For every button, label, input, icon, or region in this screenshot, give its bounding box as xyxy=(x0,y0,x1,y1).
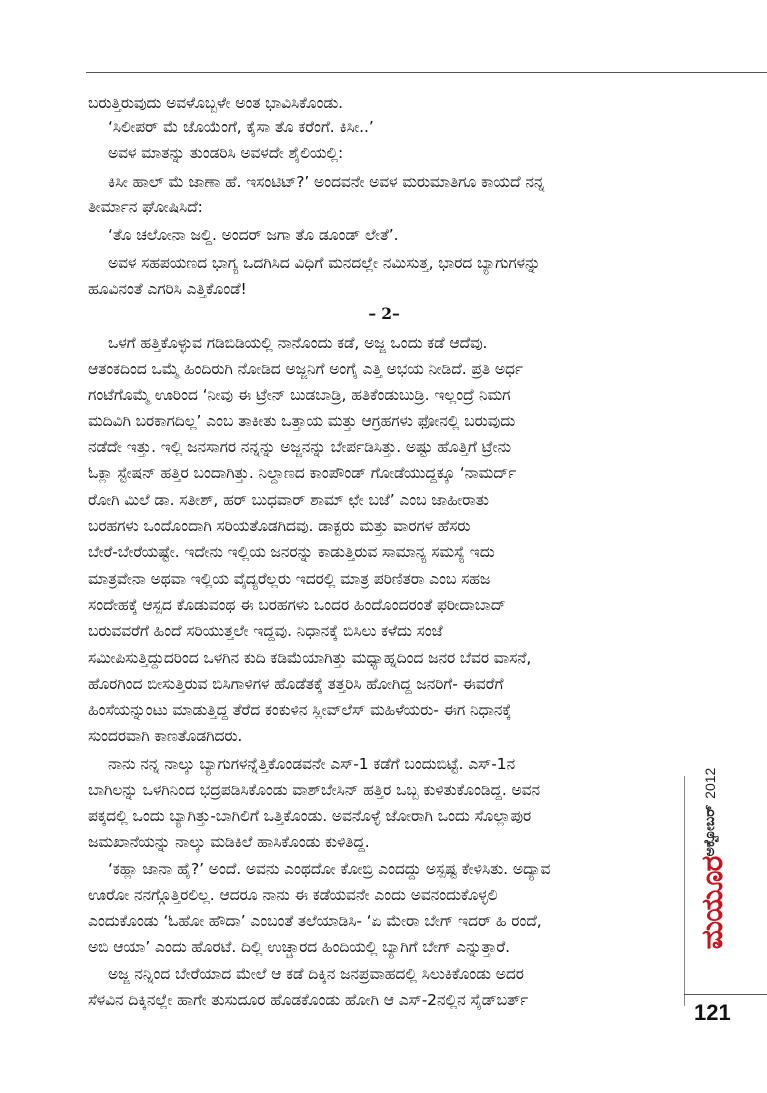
text-line: ಬೇರೆ-ಬೇರೆಯಷ್ಟೇ. ಇದೇನು ಇಲ್ಲಿಯ ಜನರನ್ನು ಕಾಡುತ್ತಿರುವ ಸಾಮಾನ್ಯ ಸಮಸ್ಯೆ ಇದು xyxy=(88,543,495,561)
text-line: ಅಬಿ ಆಯಾ’ ಎಂದು ಹೊರಟೆ. ದಿಲ್ಲಿ ಉಚ್ಚಾರದ ಹಿಂದಿಯಲ್ಲಿ ಬ್ಯಾಗಿಗೆ ಬೇಗ್ ಎನ್ನುತ್ತಾರೆ. xyxy=(88,938,510,956)
text-line: ರೋಗಿ ಮಿಲೆ ಡಾ. ಸತೀಶ್, ಹರ್ ಬುಧವಾರ್ ಶಾಮ್ ಛೇ ಬಜೆ’ ಎಂಬ ಜಾಹೀರಾತು xyxy=(88,491,489,509)
text-line: ಸುಂದರವಾಗಿ ಕಾಣತೊಡಗಿದರು. xyxy=(88,727,243,745)
text-line: ಗಂಟೆಗೊಮ್ಮೆ ಊರಿಂದ ‘ನೀವು ಈ ಟ್ರೇನ್ ಬುಡಬಾಡ್ರಿ, ಹತಿಕೆಂಡುಬುಡ್ರಿ. ಇಲ್ಲಂದ್ರೆ ನಿಮಗ xyxy=(88,386,511,404)
text-line: ಮಾತ್ರವೇನಾ ಅಥವಾ ಇಲ್ಲಿಯ ವೈದ್ಯರೆಲ್ಲರು ಇದರಲ್ಲಿ ಮಾತ್ರ ಪರಿಣಿತರಾ ಎಂಬ ಸಹಜ xyxy=(88,570,491,588)
text-line: ಅವಳ ಸಹಪಯಣದ ಭಾಗ್ಯ ಒದಗಿಸಿದ ವಿಧಿಗೆ ಮನದಲ್ಲೇ ನಮಿಸುತ್ತ, ಭಾರದ ಬ್ಯಾಗುಗಳನ್ನು xyxy=(108,254,541,272)
text-line: ಬಾಗಿಲನ್ನು ಒಳಗಿನಿಂದ ಭದ್ರಪಡಿಸಿಕೊಂಡು ವಾಶ್‌ಬೇಸಿನ್ ಹತ್ತಿರ ಒಬ್ಬ ಕುಳಿತುಕೊಂಡಿದ್ದ. ಅವನ xyxy=(88,781,540,799)
text-line: ನಡೆದೇ ಇತ್ತು. ಇಲ್ಲಿ ಜನಸಾಗರ ನನ್ನನ್ನು ಅಜ್ಜನನ್ನು ಬೇರ್ಪಡಿಸಿತ್ತು. ಅಷ್ಟು ಹೊತ್ತಿಗೆ ಟ್ರೇನು xyxy=(88,438,511,456)
text-line: ಊರೋ ನನಗ್ಗೊತ್ತಿರಲಿಲ್ಲ. ಆದರೂ ನಾನು ಈ ಕಡೆಯವನೇ ಎಂದು ಅವನಂದುಕೊಳ್ಳಲಿ xyxy=(88,886,498,904)
masthead-logo xyxy=(682,857,742,949)
text-line: ಆತಂಕದಿಂದ ಒಮ್ಮೆ ಹಿಂದಿರುಗಿ ನೋಡಿದ ಅಜ್ಜನಿಗೆ ಅಂಗೈ ಎತ್ತಿ ಅಭಯ ನೀಡಿದೆ. ಪ್ರತಿ ಅರ್ಧ xyxy=(88,360,523,378)
text-line: ಮದಿವಿಗಿ ಬರಕಾಗದಿಲ್ಲ’ ಎಂಬ ತಾಕೀತು ಒತ್ತಾಯ ಮತ್ತು ಆಗ್ರಹಗಳು ಫೋನಲ್ಲಿ ಬರುವುದು xyxy=(88,412,516,430)
text-line: ಓಕ್ಲಾ ಸ್ಟೇಷನ್ ಹತ್ತಿರ ಬಂದಾಗಿತ್ತು. ನಿಲ್ದಾಣದ ಕಾಂಪೌಂಡ್ ಗೋಡೆಯುದ್ದಕ್ಕೂ ‘ನಾಮರ್ದ್ xyxy=(88,464,517,482)
text-line: ಹಿಂಸೆಯನ್ನುಂಟು ಮಾಡುತ್ತಿದ್ದ ತೆರೆದ ಕಂಕುಳಿನ ಸ್ಲೀವ್‌ಲೆಸ್ ಮಹಿಳೆಯರು- ಈಗ ನಿಧಾನಕ್ಕೆ xyxy=(88,701,512,719)
text-line: ಒಳಗೆ ಹತ್ತಿಕೊಳ್ಳುವ ಗಡಿಬಿಡಿಯಲ್ಲಿ ನಾನೊಂದು ಕಡೆ, ಅಜ್ಜ ಒಂದು ಕಡೆ ಆದೆವು. xyxy=(108,334,488,352)
text-line: ಬರುವವರೆಗೆ ಹಿಂದೆ ಸರಿಯುತ್ತಲೇ ಇದ್ದವು. ನಿಧಾನಕ್ಕೆ ಬಿಸಿಲು ಕಳೆದು ಸಂಜೆ xyxy=(88,622,443,640)
text-line: ಸಮೀಪಿಸುತ್ತಿದ್ದುದರಿಂದ ಒಳಗಿನ ಕುದಿ ಕಡಿಮೆಯಾಗಿತ್ತು ಮಧ್ಯಾಹ್ನದಿಂದ ಜನರ ಬೆವರ ವಾಸನೆ, xyxy=(88,649,532,667)
text-line: ಅಜ್ಜ ನನ್ನಿಂದ ಬೇರೆಯಾದ ಮೇಲೆ ಆ ಕಡೆ ದಿಕ್ಕಿನ ಜನಪ್ರವಾಹದಲ್ಲಿ ಸಿಲುಕಿಕೊಂಡು ಅದರ xyxy=(108,965,524,983)
text-line: ಸಂದೇಹಕ್ಕೆ ಆಸ್ಪದ ಕೊಡುವಂಥ ಈ ಬರಹಗಳು ಒಂದರ ಹಿಂದೊಂದರಂತೆ ಫರೀದಾಬಾದ್ xyxy=(88,596,506,614)
section-number: – 2– xyxy=(368,304,400,323)
text-line: ಕಿಸೀ ಹಾಲ್ ಮೆ ಜಾಣಾ ಹೆ. ಇಸಂಟಿಟ್?’ ಅಂದವನೇ ಅವಳ ಮರುಮಾತಿಗೂ ಕಾಯದೆ ನನ್ನ xyxy=(108,173,545,191)
text-line: ಹೊರಗಿಂದ ಬೀಸುತ್ತಿರುವ ಬಿಸಿಗಾಳಿಗಳ ಹೊಡೆತಕ್ಕೆ ತತ್ತರಿಸಿ ಹೋಗಿದ್ದ ಜನರಿಗೆ- ಈವರೆಗೆ xyxy=(88,675,504,693)
text-line: ಅವಳ ಮಾತನ್ನು ತುಂಡರಿಸಿ ಅವಳದೇ ಶೈಲಿಯಲ್ಲಿ: xyxy=(108,144,344,162)
header-rule xyxy=(86,72,767,73)
text-line: ‘ಸಿಲೀಪರ್ ಮೆ ಜೊಯೆಂಗೆ, ಕೈಸಾ ತೊ ಕರೆಂಗೆ. ಕಿಸೀ..’ xyxy=(108,118,374,136)
text-line: ‘ಕಹ್ಲಾ ಜಾನಾ ಹೈ?’ ಅಂದೆ. ಅವನು ಎಂಥದೋ ಕೋಬ್ರಿ ಎಂದದ್ದು ಅಸ್ಪಷ್ಟ ಕೇಳಿಸಿತು. ಅದ್ಯಾವ xyxy=(108,860,551,878)
text-line: ಜಮಖಾನೆಯನ್ನು ನಾಲ್ಕು ಮಡಿಕಿಲೆ ಹಾಸಿಕೊಂಡು ಕುಳಿತಿದ್ದ. xyxy=(88,833,370,851)
text-line: ಹೂವಿನಂತೆ ಎಗರಿಸಿ ಎತ್ತಿಕೊಂಡೆ! xyxy=(88,280,247,298)
text-line: ‘ತೊ ಚಲೋನಾ ಜಲ್ದಿ. ಅಂದರ್ ಜಗಾ ತೊ ಡೂಂಡ್ ಲೇತೆ’. xyxy=(108,226,399,244)
issue-month: ಅಕ್ಟೋಬರ್ xyxy=(702,804,718,857)
text-line: ಬರಹಗಳು ಒಂದೊಂದಾಗಿ ಸರಿಯತೊಡಗಿದವು. ಡಾಕ್ಟರು ಮತ್ತು ವಾರಗಳ ಹೆಸರು xyxy=(88,517,471,535)
text-line: ನಾನು ನನ್ನ ನಾಲ್ಕು ಬ್ಯಾಗುಗಳನ್ನೆತ್ತಿಕೊಂಡವನೇ ಎಸ್-1 ಕಡೆಗೆ ಬಂದುಬಿಟ್ಟೆ. ಎಸ್-1ನ xyxy=(108,755,515,773)
issue-year: 2012 xyxy=(702,767,718,799)
text-line: ಪಕ್ಕದಲ್ಲಿ ಒಂದು ಬ್ಯಾಗಿತ್ತು-ಬಾಗಿಲಿಗೆ ಒತ್ತಿಕೊಂಡು. ಅವನೊಳ್ಳೆ ಜೋರಾಗಿ ಒಂದು ಸೊಲ್ಲಾಪುರ xyxy=(88,807,532,825)
magazine-name: ಮಯೂರ xyxy=(694,856,730,950)
footer-rule xyxy=(684,994,767,995)
text-line: ತೀರ್ಮಾನ ಘೋಷಿಸಿದೆ: xyxy=(88,198,203,216)
page-number: 121 xyxy=(694,1000,731,1025)
text-line: ಬರುತ್ತಿರುವುದು ಅವಳೊಬ್ಬಳೇ ಅಂತ ಭಾವಿಸಿಕೊಂಡು. xyxy=(88,94,343,112)
issue-date xyxy=(698,752,722,872)
text-line: ಸೆಳವಿನ ದಿಕ್ಕಿನಲ್ಲೇ ಹಾಗೇ ತುಸುದೂರ ಹೊಡಕೊಂಡು ಹೋಗಿ ಆ ಎಸ್-2ನಲ್ಲಿನ ಸೈಡ್‌ಬರ್ತ್ xyxy=(88,991,529,1009)
text-line: ಎಂದುಕೊಂಡು ‘ಓಹೋ ಹೌದಾ’ ಎಂಬಂತೆ ತಲೆಯಾಡಿಸಿ- ‘ಏ ಮೇರಾ ಬೇಗ್ ಇದರ್ ಹಿ ರಂದೆ, xyxy=(88,912,542,930)
